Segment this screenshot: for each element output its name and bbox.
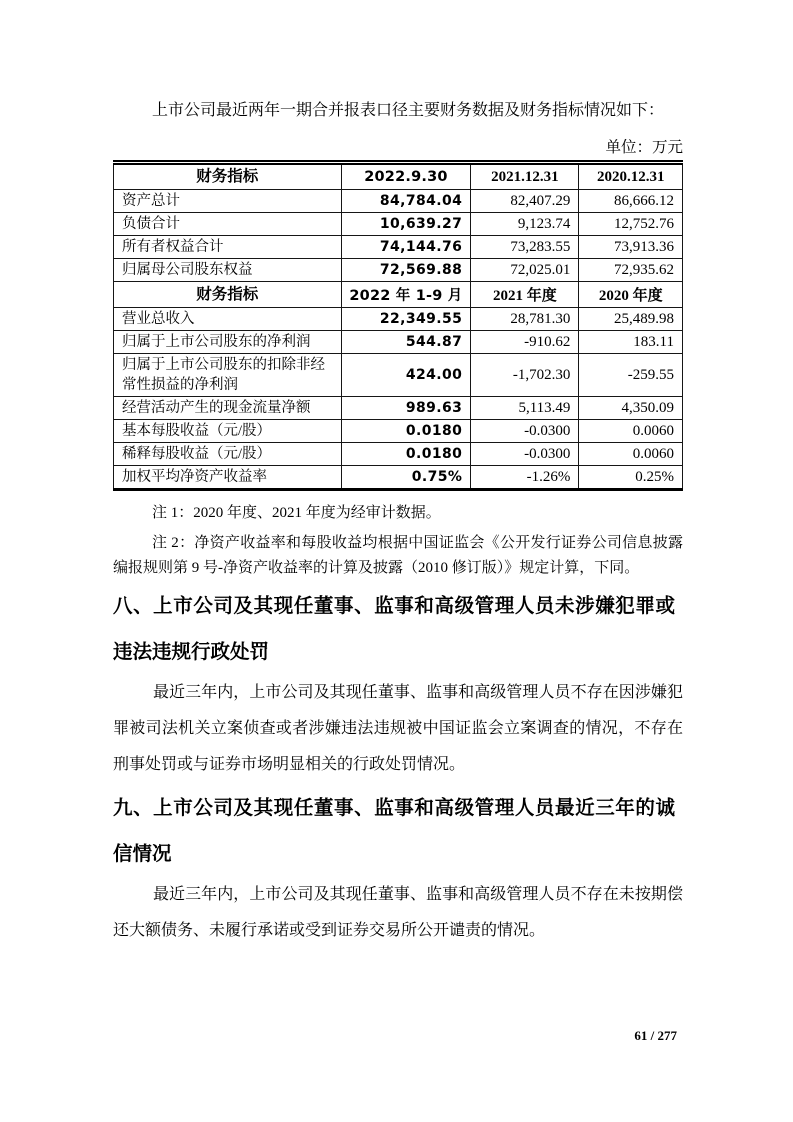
table-row	[114, 397, 683, 420]
indicator-label: 资产总计	[114, 190, 342, 213]
indicator-value: -259.55	[579, 354, 683, 397]
indicator-value: -1,702.30	[471, 354, 579, 397]
indicator-value: 28,781.30	[471, 308, 579, 331]
indicator-value: 84,784.04	[341, 190, 471, 213]
indicator-value: -1.26%	[471, 466, 579, 490]
indicator-value: 86,666.12	[579, 190, 683, 213]
indicator-value: 0.0060	[579, 420, 683, 443]
indicator-value: 10,639.27	[341, 213, 471, 236]
indicator-value: -0.0300	[471, 443, 579, 466]
financial-table-body	[114, 163, 683, 490]
column-header: 2022.9.30	[341, 163, 471, 190]
table-row	[114, 443, 683, 466]
indicator-value: 9,123.74	[471, 213, 579, 236]
indicator-label: 归属于上市公司股东的扣除非经常性损益的净利润	[114, 354, 342, 397]
table-row	[114, 420, 683, 443]
column-header: 财务指标	[114, 282, 342, 308]
indicator-label: 基本每股收益（元/股）	[114, 420, 342, 443]
indicator-value: 22,349.55	[341, 308, 471, 331]
table-row	[114, 466, 683, 490]
table-header-row	[114, 282, 683, 308]
table-row	[114, 190, 683, 213]
indicator-value: 25,489.98	[579, 308, 683, 331]
table-row	[114, 259, 683, 282]
indicator-value: 5,113.49	[471, 397, 579, 420]
indicator-label: 营业总收入	[114, 308, 342, 331]
indicator-value: 0.0180	[341, 420, 471, 443]
table-row	[114, 331, 683, 354]
indicator-value: 0.0180	[341, 443, 471, 466]
indicator-value: 424.00	[341, 354, 471, 397]
indicator-value: 0.75%	[341, 466, 471, 490]
column-header: 2022 年 1-9 月	[341, 282, 471, 308]
indicator-label: 经营活动产生的现金流量净额	[114, 397, 342, 420]
indicator-label: 负债合计	[114, 213, 342, 236]
indicator-value: -910.62	[471, 331, 579, 354]
indicator-label: 归属母公司股东权益	[114, 259, 342, 282]
indicator-label: 加权平均净资产收益率	[114, 466, 342, 490]
section-8-heading: 八、上市公司及其现任董事、监事和高级管理人员未涉嫌犯罪或违法违规行政处罚	[113, 595, 675, 663]
page-number: 61 / 277	[634, 1028, 677, 1043]
indicator-label: 所有者权益合计	[114, 236, 342, 259]
indicator-label: 稀释每股收益（元/股）	[114, 443, 342, 466]
indicator-value: 544.87	[341, 331, 471, 354]
unit-label: 单位：万元	[605, 139, 683, 156]
financial-indicators-table	[113, 160, 683, 491]
column-header: 财务指标	[114, 163, 342, 190]
indicator-value: 0.0060	[579, 443, 683, 466]
indicator-label: 归属于上市公司股东的净利润	[114, 331, 342, 354]
table-row	[114, 354, 683, 397]
indicator-value: 73,283.55	[471, 236, 579, 259]
indicator-value: 72,569.88	[341, 259, 471, 282]
indicator-value: 12,752.76	[579, 213, 683, 236]
column-header: 2021 年度	[471, 282, 579, 308]
section-9-heading: 九、上市公司及其现任董事、监事和高级管理人员最近三年的诚信情况	[113, 797, 675, 865]
indicator-value: -0.0300	[471, 420, 579, 443]
intro-paragraph: 上市公司最近两年一期合并报表口径主要财务数据及财务指标情况如下：	[152, 102, 665, 119]
indicator-value: 72,935.62	[579, 259, 683, 282]
indicator-value: 0.25%	[579, 466, 683, 490]
indicator-value: 989.63	[341, 397, 471, 420]
table-header-row	[114, 163, 683, 190]
column-header: 2020 年度	[579, 282, 683, 308]
indicator-value: 74,144.76	[341, 236, 471, 259]
column-header: 2020.12.31	[579, 163, 683, 190]
section-8-paragraph: 最近三年内，上市公司及其现任董事、监事和高级管理人员不存在因涉嫌犯罪被司法机关立案侦查或者涉嫌违法违规被中国证监会立案调查的情况，不存在刑事处罚或与证券市场明显相关的行政处罚情况。	[113, 684, 683, 773]
note-1: 注 1：2020 年度、2021 年度为经审计数据。	[152, 505, 441, 521]
table-row	[114, 236, 683, 259]
indicator-value: 73,913.36	[579, 236, 683, 259]
indicator-value: 82,407.29	[471, 190, 579, 213]
column-header: 2021.12.31	[471, 163, 579, 190]
indicator-value: 72,025.01	[471, 259, 579, 282]
note-2: 注 2：净资产收益率和每股收益均根据中国证监会《公开发行证券公司信息披露编报规则第 9 号-净资产收益率的计算及披露（2010 修订版）》规定计算，下同。	[113, 535, 683, 576]
indicator-value: 4,350.09	[579, 397, 683, 420]
table-row	[114, 213, 683, 236]
indicator-value: 183.11	[579, 331, 683, 354]
table-row	[114, 308, 683, 331]
section-9-paragraph: 最近三年内，上市公司及其现任董事、监事和高级管理人员不存在未按期偿还大额债务、未履行承诺或受到证券交易所公开谴责的情况。	[113, 886, 683, 939]
